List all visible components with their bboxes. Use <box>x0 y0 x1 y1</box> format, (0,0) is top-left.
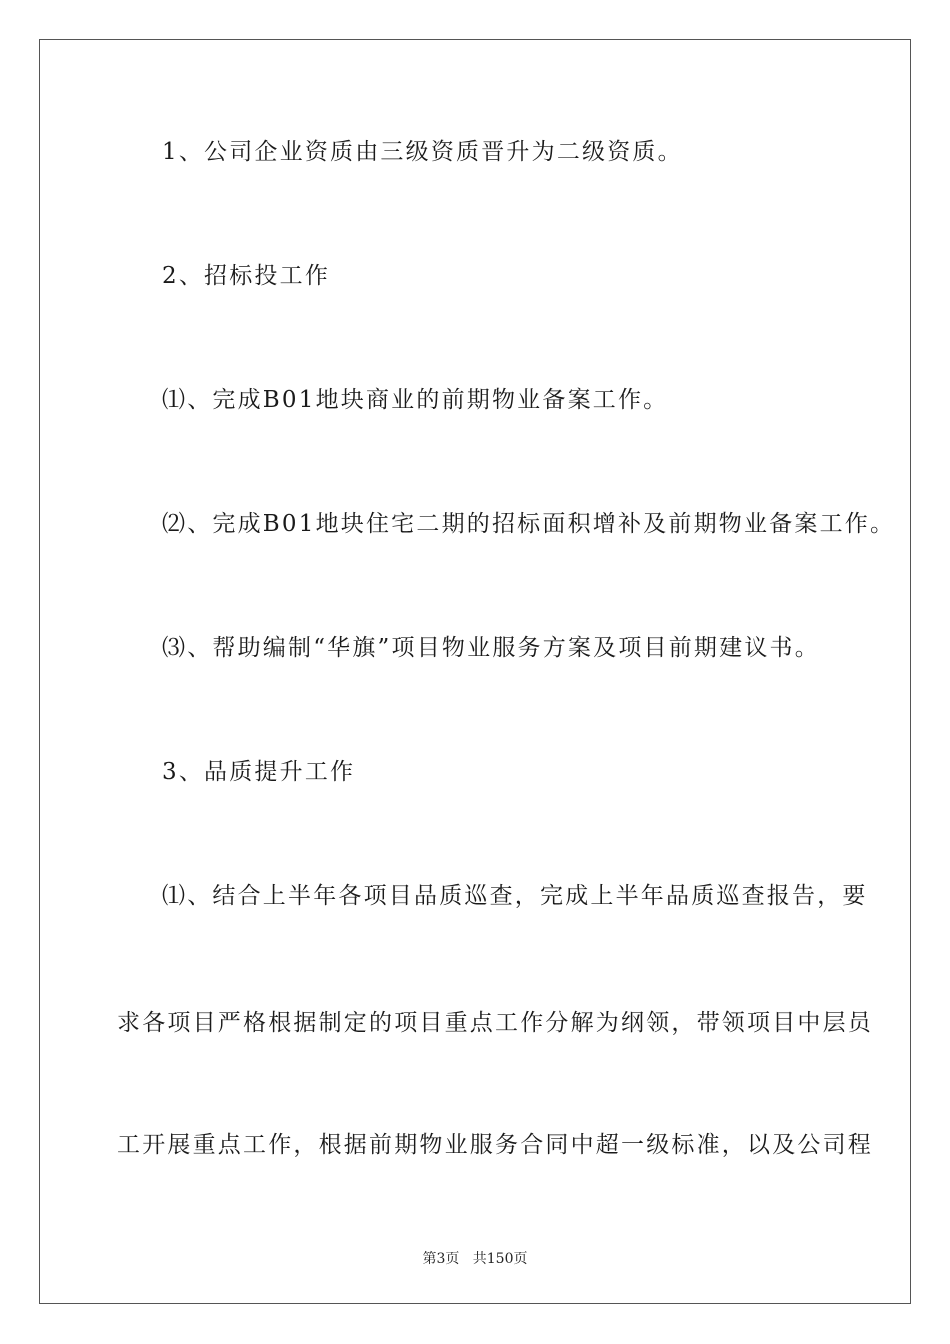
paragraph-1: 1、公司企业资质由三级资质晋升为二级资质。 <box>162 139 683 165</box>
page-footer: 第3页 共150页 <box>422 1251 528 1267</box>
page-border <box>39 39 911 1304</box>
paragraph-8: 求各项目严格根据制定的项目重点工作分解为纲领，带领项目中层员 <box>117 1010 873 1036</box>
paragraph-2: 2、招标投工作 <box>162 263 331 289</box>
paragraph-9: 工开展重点工作，根据前期物业服务合同中超一级标准，以及公司程 <box>117 1132 873 1158</box>
paragraph-3: ⑴、完成B01地块商业的前期物业备案工作。 <box>162 387 669 413</box>
paragraph-6: 3、品质提升工作 <box>162 759 356 785</box>
paragraph-7: ⑴、结合上半年各项目品质巡查，完成上半年品质巡查报告，要 <box>162 883 868 909</box>
paragraph-5: ⑶、帮助编制“华旗”项目物业服务方案及项目前期建议书。 <box>162 635 820 661</box>
paragraph-4: ⑵、完成B01地块住宅二期的招标面积增补及前期物业备案工作。 <box>162 511 896 537</box>
